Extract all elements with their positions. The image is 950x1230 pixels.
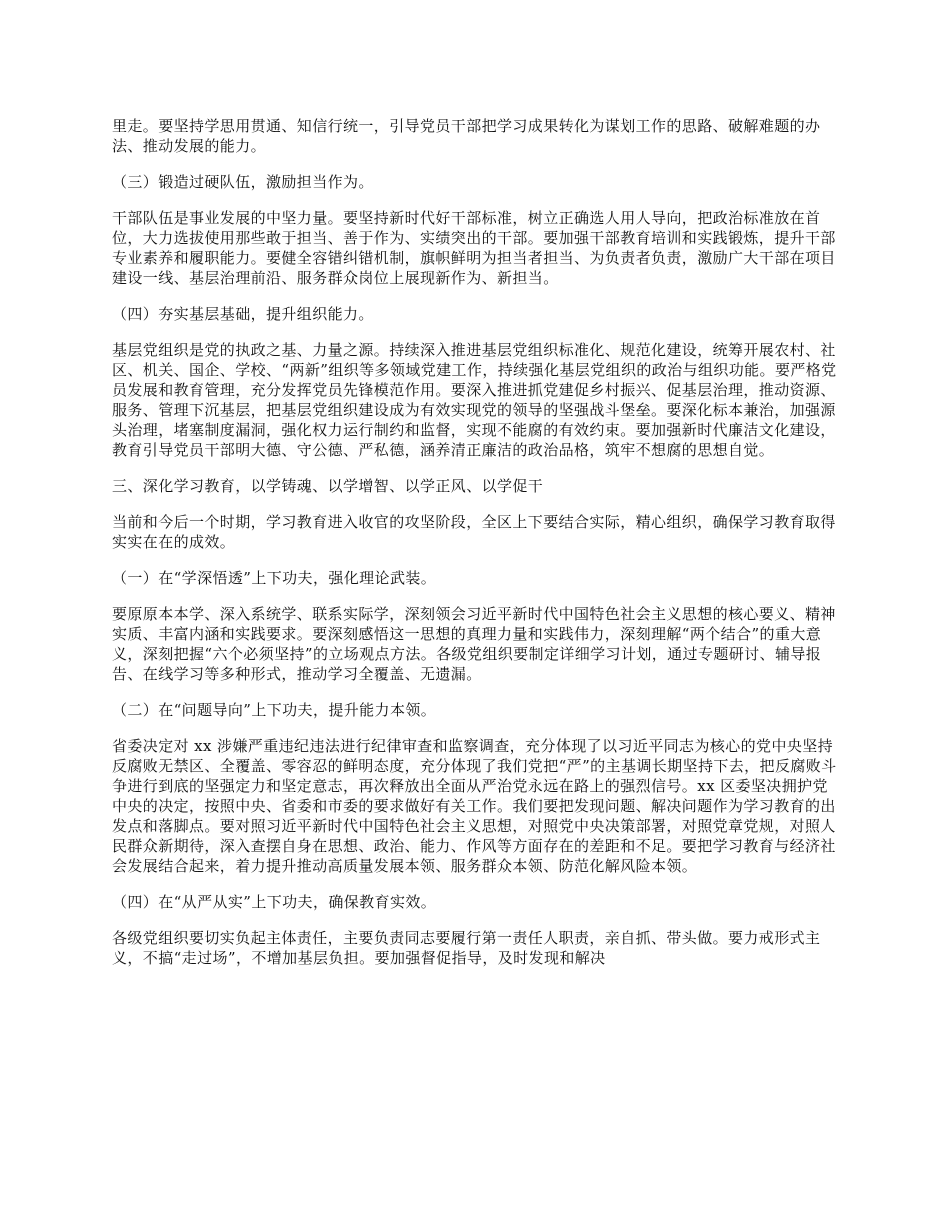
body-paragraph: 省委决定对 xx 涉嫌严重违纪违法进行纪律审查和监察调查，充分体现了以习近平同志为核心的党中央坚持反腐败无禁区、全覆盖、零容忍的鲜明态度，充分体现了我们党把“严”的主基调长期坚持下去，把反腐败斗争进行到底的坚强定力和坚定意志，再次释放出全面从严治党永远在路上的强烈信号。xx 区委坚决拥护党中央的决定，按照中央、省委和市委的要求做好有关工作。我们要把发现问题、解决问题作为学习教育的出发点和落脚点。要对照习近平新时代中国特色社会主义思想，对照党中央决策部署，对照党章党规，对照人民群众新期待，深入查摆自身在思想、政治、能力、作风等方面存在的差距和不足。要把学习教育与经济社会发展结合起来，着力提升推动高质量发展本领、服务群众本领、防范化解风险本领。 — [112, 737, 837, 875]
body-paragraph: 里走。要坚持学思用贯通、知信行统一，引导党员干部把学习成果转化为谋划工作的思路、破解难题的办法、推动发展的能力。 — [112, 117, 821, 155]
section-heading: （四）夯实基层基础，提升组织能力。 — [112, 305, 374, 323]
chapter-heading: 三、深化学习教育，以学铸魂、以学增智、以学正风、以学促干 — [112, 477, 544, 495]
body-paragraph: 要原原本本学、深入系统学、联系实际学，深刻领会习近平新时代中国特色社会主义思想的核心要义、精神实质、丰富内涵和实践要求。要深刻感悟这一思想的真理力量和实践伟力，深刻理解“两个结合”的重大意义，深刻把握“六个必须坚持”的立场观点方法。各级党组织要制定详细学习计划，通过专题研讨、辅导报告、在线学习等多种形式，推动学习全覆盖、无遗漏。 — [112, 605, 836, 683]
body-paragraph: 各级党组织要切实负起主体责任，主要负责同志要履行第一责任人职责，亲自抓、带头做。要力戒形式主义，不搞“走过场”，不增加基层负担。要加强督促指导，及时发现和解决 — [112, 929, 821, 967]
section-heading: （二）在“问题导向”上下功夫，提升能力本领。 — [112, 701, 437, 719]
body-paragraph: 当前和今后一个时期，学习教育进入收官的攻坚阶段，全区上下要结合实际，精心组织，确保学习教育取得实实在在的成效。 — [112, 513, 836, 551]
section-heading: （一）在“学深悟透”上下功夫，强化理论武装。 — [112, 569, 437, 587]
document-body — [112, 116, 842, 984]
section-heading: （三）锻造过硬队伍，激励担当作为。 — [112, 173, 374, 191]
body-paragraph: 基层党组织是党的执政之基、力量之源。持续深入推进基层党组织标准化、规范化建设，统筹开展农村、社区、机关、国企、学校、“两新”组织等多领域党建工作，持续强化基层党组织的政治与组织功能。要严格党员发展和教育管理，充分发挥党员先锋模范作用。要深入推进抓党建促乡村振兴、促基层治理，推动资源、服务、管理下沉基层，把基层党组织建设成为有效实现党的领导的坚强战斗堡垒。要深化标本兼治，加强源头治理，堵塞制度漏洞，强化权力运行制约和监督，实现不能腐的有效约束。要加强新时代廉洁文化建设，教育引导党员干部明大德、守公德、严私德，涵养清正廉洁的政治品格，筑牢不想腐的思想自觉。 — [112, 341, 837, 459]
section-heading: （四）在“从严从实”上下功夫，确保教育实效。 — [112, 893, 437, 911]
body-paragraph: 干部队伍是事业发展的中坚力量。要坚持新时代好干部标准，树立正确选人用人导向，把政治标准放在首位，大力选拔使用那些敢于担当、善于作为、实绩突出的干部。要加强干部教育培训和实践锻炼，提升干部专业素养和履职能力。要健全容错纠错机制，旗帜鲜明为担当者担当、为负责者负责，激励广大干部在项目建设一线、基层治理前沿、服务群众岗位上展现新作为、新担当。 — [112, 209, 836, 287]
